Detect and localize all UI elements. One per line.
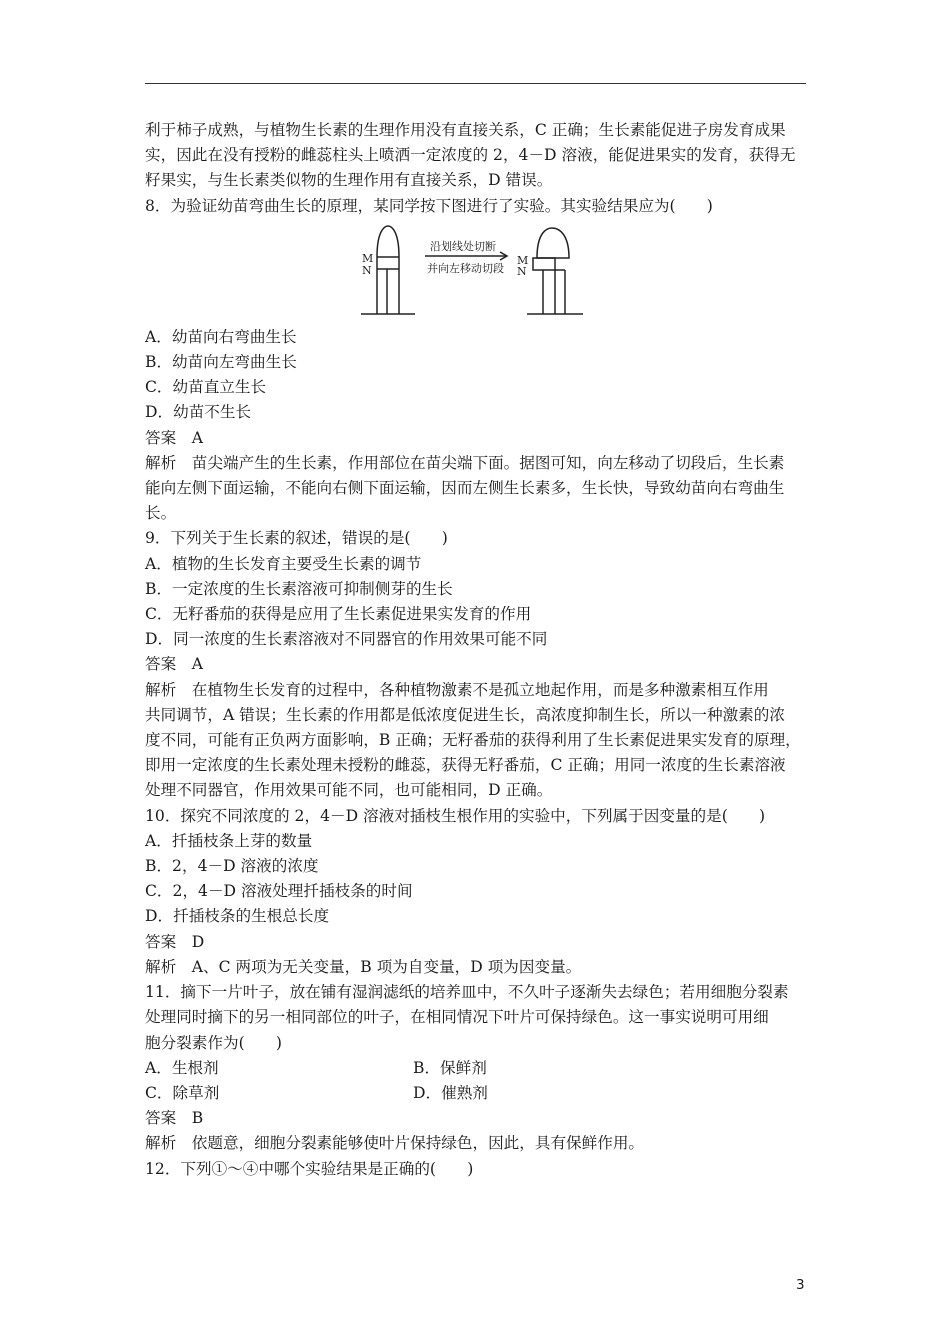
q10-option: D．扦插枝条的生根总长度 bbox=[145, 907, 330, 926]
q10-option: A．扦插枝条上芽的数量 bbox=[145, 831, 313, 850]
q8-stem: 8．为验证幼苗弯曲生长的原理，某同学按下图进行了实验。其实验结果应为( ) bbox=[145, 196, 713, 215]
q8-analysis-line: 长。 bbox=[145, 504, 177, 523]
q11-stem-line: 处理同时摘下的另一相同部位的叶子，在相同情况下叶片可保持绿色。这一事实说明可用细 bbox=[145, 1008, 769, 1027]
q9-analysis-line: 处理不同器官，作用效果可能不同，也可能相同，D 正确。 bbox=[145, 781, 553, 800]
page-content bbox=[145, 118, 813, 1182]
q10-analysis-line: 解析 A、C 两项为无关变量，B 项为自变量，D 项为因变量。 bbox=[145, 957, 582, 976]
q9-option: A．植物的生长发育主要受生长素的调节 bbox=[145, 554, 422, 573]
q11-options-row bbox=[145, 1081, 813, 1106]
q11-option: D．催熟剂 bbox=[413, 1083, 488, 1102]
q9-option: C．无籽番茄的获得是应用了生长素促进果实发育的作用 bbox=[145, 605, 532, 624]
label-n-left: N bbox=[362, 263, 372, 277]
q10-answer: 答案 D bbox=[145, 932, 205, 951]
q10-option: B．2，4－D 溶液的浓度 bbox=[145, 857, 319, 876]
q8-option: A．幼苗向右弯曲生长 bbox=[145, 327, 297, 346]
right-seedling-tip bbox=[537, 228, 569, 258]
label-m-left: M bbox=[362, 251, 374, 265]
q10-option: C．2，4－D 溶液处理扦插枝条的时间 bbox=[145, 882, 413, 901]
seedling-diagram bbox=[357, 222, 597, 322]
intro-line: 实，因此在没有授粉的雌蕊柱头上喷洒一定浓度的 2，4－D 溶液，能促进果实的发育，获得无 bbox=[145, 146, 796, 165]
q9-answer: 答案 A bbox=[145, 655, 204, 674]
q9-analysis-line: 共同调节，A 错误；生长素的作用都是低浓度促进生长，高浓度抑制生长，所以一种激素的浓 bbox=[145, 705, 785, 724]
q11-options-row bbox=[145, 1056, 813, 1081]
q8-answer: 答案 A bbox=[145, 428, 204, 447]
arrow-text-bottom: 并向左移动切段 bbox=[427, 261, 504, 275]
intro-line: 利于柿子成熟，与植物生长素的生理作用没有直接关系，C 正确；生长素能促进子房发育成果 bbox=[145, 121, 786, 139]
q8-figure bbox=[145, 222, 813, 322]
q11-option: B．保鲜剂 bbox=[413, 1058, 487, 1077]
q11-option: C．除草剂 bbox=[145, 1083, 220, 1102]
q9-option: D．同一浓度的生长素溶液对不同器官的作用效果可能不同 bbox=[145, 630, 548, 649]
q11-stem-line: 11．摘下一片叶子，放在铺有湿润滤纸的培养皿中，不久叶子逐渐失去绿色；若用细胞分裂素 bbox=[145, 983, 789, 1002]
q9-analysis-line: 解析 在植物生长发育的过程中，各种植物激素不是孤立地起作用，而是多种激素相互作用 bbox=[145, 680, 769, 699]
header-rule bbox=[145, 83, 806, 84]
label-m-right: M bbox=[517, 253, 529, 267]
q8-analysis-line: 解析 苗尖端产生的生长素，作用部位在苗尖端下面。据图可知，向左移动了切段后，生长素 bbox=[145, 453, 785, 472]
q11-option: A．生根剂 bbox=[145, 1058, 219, 1077]
q11-stem-line: 胞分裂素作为( ) bbox=[145, 1033, 282, 1052]
left-seedling-tip bbox=[377, 226, 399, 257]
q12-stem: 12．下列①～④中哪个实验结果是正确的( ) bbox=[145, 1159, 474, 1178]
q8-option: D．幼苗不生长 bbox=[145, 403, 252, 422]
q11-answer: 答案 B bbox=[145, 1109, 204, 1128]
label-n-right: N bbox=[517, 264, 527, 278]
intro-line: 籽果实，与生长素类似物的生理作用有直接关系，D 错误。 bbox=[145, 171, 553, 190]
right-seedling-moved-segment bbox=[533, 258, 555, 270]
q8-analysis-line: 能向左侧下面运输，不能向右侧下面运输，因而左侧生长素多，生长快，导致幼苗向右弯曲生 bbox=[145, 479, 785, 498]
arrow-text-top: 沿划线处切断 bbox=[430, 239, 496, 253]
q9-stem: 9．下列关于生长素的叙述，错误的是( ) bbox=[145, 529, 448, 548]
q10-stem: 10．探究不同浓度的 2，4－D 溶液对插枝生根作用的实验中，下列属于因变量的是( ) bbox=[145, 806, 766, 825]
page-number: 3 bbox=[796, 1277, 805, 1293]
q8-option: C．幼苗直立生长 bbox=[145, 378, 267, 397]
q9-analysis-line: 度不同，可能有正负两方面影响，B 正确；无籽番茄的获得利用了生长素促进果实发育的原理， bbox=[145, 731, 801, 750]
q9-analysis-line: 即用一定浓度的生长素处理未授粉的雌蕊，获得无籽番茄，C 正确；用同一浓度的生长素溶液 bbox=[145, 756, 786, 775]
q8-option: B．幼苗向左弯曲生长 bbox=[145, 353, 297, 372]
q9-option: B．一定浓度的生长素溶液可抑制侧芽的生长 bbox=[145, 579, 453, 598]
q11-analysis-line: 解析 依题意，细胞分裂素能够使叶片保持绿色，因此，具有保鲜作用。 bbox=[145, 1134, 645, 1153]
